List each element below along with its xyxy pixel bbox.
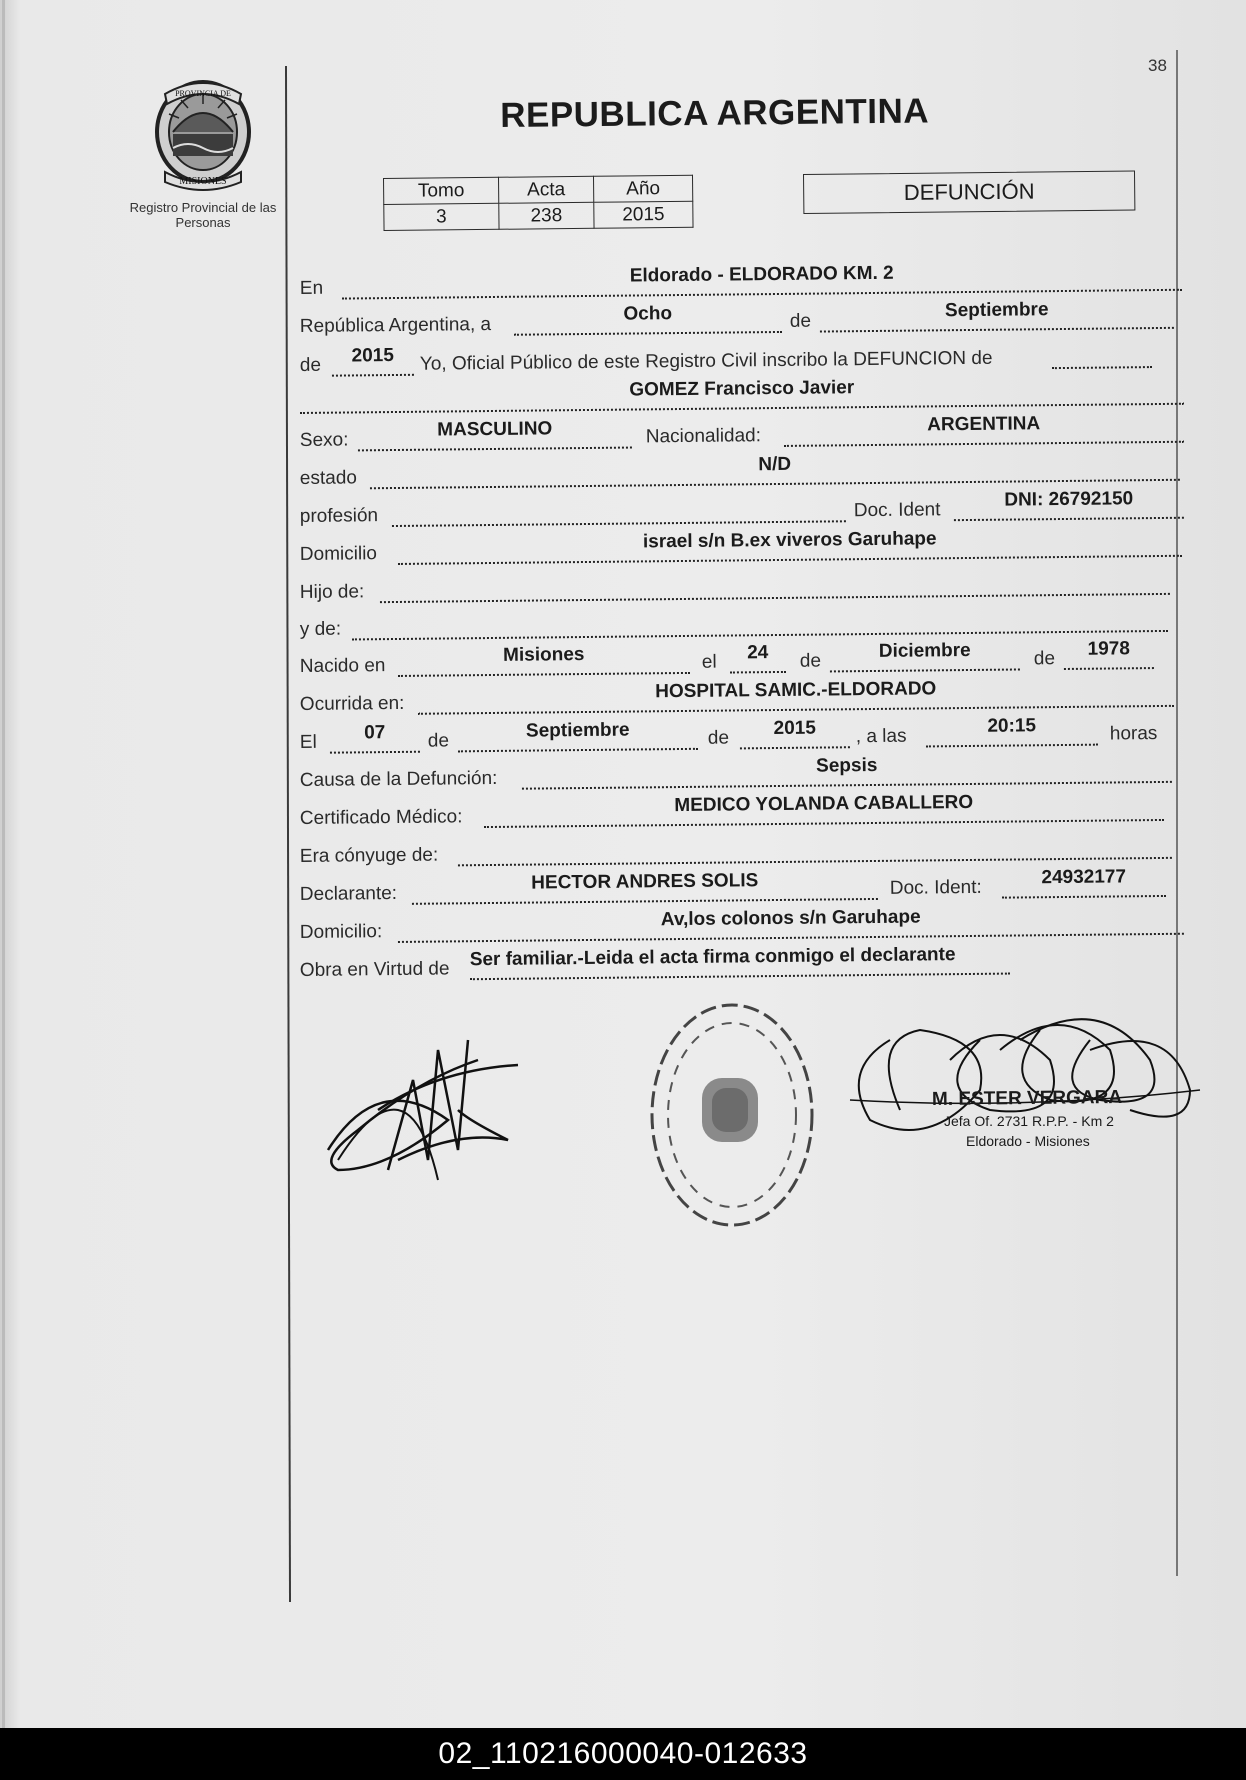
record-type-box: DEFUNCIÓN — [803, 171, 1135, 214]
row-nacido — [300, 637, 1190, 680]
row-fecha — [300, 297, 1190, 340]
label-sexo: Sexo: — [299, 429, 349, 452]
row-sexo — [300, 411, 1190, 454]
field-estado: N/D — [370, 453, 1180, 489]
field-def-hora: 20:15 — [926, 718, 1098, 748]
field-nac-dia: 24 — [730, 645, 786, 674]
image-filename-caption: 02_110216000040-012633 — [0, 1728, 1246, 1780]
declarante-signature — [318, 1010, 538, 1190]
header-acta: Acta — [498, 176, 593, 203]
logo-bottom-text: MISIONES — [179, 176, 227, 187]
logo-top-text: PROVINCIA DE — [175, 89, 231, 98]
field-blank-yo — [1052, 340, 1152, 369]
value-acta: 238 — [499, 202, 594, 229]
label-en: En — [299, 277, 324, 300]
label-hijo-de: Hijo de: — [299, 581, 365, 604]
value-tomo: 3 — [384, 203, 499, 230]
row-y-de — [300, 600, 1190, 643]
label-de-3: de — [799, 650, 822, 672]
label-domicilio: Domicilio — [299, 543, 378, 566]
field-causa: Sepsis — [522, 755, 1172, 790]
row-nombre — [300, 373, 1190, 416]
field-nac-anio: 1978 — [1064, 641, 1154, 670]
field-certificado: MEDICO YOLANDA CABALLERO — [484, 793, 1164, 828]
row-en — [300, 259, 1190, 302]
field-sexo: MASCULINO — [358, 421, 632, 452]
row-hijo — [300, 563, 1190, 606]
value-anio: 2015 — [594, 201, 693, 228]
official-name: M. ESTER VERGARA — [931, 1087, 1123, 1110]
record-table — [383, 175, 694, 231]
page-edge-line — [2, 0, 5, 1728]
field-lugar: Eldorado - ELDORADO KM. 2 — [342, 263, 1182, 300]
label-certificado: Certificado Médico: — [299, 806, 463, 830]
field-y-de — [352, 604, 1168, 641]
header-tomo: Tomo — [384, 177, 499, 204]
header-anio: Año — [593, 175, 692, 202]
label-nacido-en: Nacido en — [299, 655, 386, 678]
label-republica: República Argentina, a — [299, 313, 492, 338]
row-conyuge — [300, 827, 1190, 870]
field-dni: DNI: 26792150 — [954, 491, 1184, 521]
field-obra: Ser familiar.-Leida el acta firma conmigo el declarante — [470, 947, 1010, 981]
row-domicilio — [300, 525, 1190, 568]
field-dia: Ocho — [514, 305, 782, 336]
row-causa — [300, 751, 1190, 794]
label-de-4: de — [1033, 648, 1056, 670]
field-declarante: HECTOR ANDRES SOLIS — [412, 872, 878, 905]
row-ocurrida — [300, 675, 1190, 718]
row-declarante — [300, 865, 1190, 908]
label-ocurrida-en: Ocurrida en: — [299, 692, 405, 716]
field-declarante-doc: 24932177 — [1002, 869, 1166, 899]
field-def-mes: Septiembre — [458, 722, 698, 753]
label-y-de: y de: — [299, 618, 342, 641]
row-profesion — [300, 487, 1190, 530]
field-nacionalidad: ARGENTINA — [784, 415, 1184, 447]
field-declarante-domicilio: Av,los colonos s/n Garuhape — [398, 907, 1184, 943]
row-estado — [300, 449, 1190, 492]
label-horas: horas — [1109, 723, 1158, 745]
document-title: REPUBLICA ARGENTINA — [500, 91, 930, 135]
field-anio: 2015 — [332, 348, 414, 377]
field-ocurrida-en: HOSPITAL SAMIC.-ELDORADO — [418, 679, 1174, 715]
label-a-las: , a las — [855, 725, 907, 748]
field-nacido-en: Misiones — [398, 646, 690, 677]
page-number: 38 — [1148, 56, 1167, 75]
label-de-2: de — [299, 354, 322, 377]
label-el: el — [701, 651, 717, 673]
field-def-dia: 07 — [330, 725, 420, 754]
label-nacionalidad: Nacionalidad: — [645, 425, 762, 448]
label-profesion: profesión — [299, 505, 379, 528]
official-place: Eldorado - Misiones — [966, 1133, 1090, 1149]
field-mes: Septiembre — [820, 301, 1174, 333]
official-title: Jefa Of. 2731 R.P.P. - Km 2 — [944, 1113, 1114, 1129]
row-yo — [300, 336, 1190, 379]
registry-official-stamp — [640, 990, 830, 1240]
label-doc-ident-2: Doc. Ident: — [889, 876, 982, 899]
label-causa: Causa de la Defunción: — [299, 767, 498, 792]
field-domicilio: israel s/n B.ex viveros Garuhape — [398, 529, 1182, 565]
label-declarante: Declarante: — [299, 882, 398, 906]
label-conyuge: Era cónyuge de: — [299, 844, 439, 868]
label-el-cap: El — [299, 731, 317, 754]
field-conyuge — [458, 831, 1172, 866]
label-estado: estado — [299, 467, 358, 490]
label-obra: Obra en Virtud de — [299, 958, 450, 982]
row-certificado — [300, 789, 1190, 832]
label-de-6: de — [707, 727, 730, 749]
field-nac-mes: Diciembre — [830, 642, 1020, 672]
label-domicilio-2: Domicilio: — [299, 921, 383, 944]
province-coat-of-arms-logo — [143, 74, 263, 194]
left-margin-line — [285, 66, 291, 1602]
registry-name: Registro Provincial de las Personas — [129, 200, 277, 230]
field-hijo-de — [380, 567, 1170, 603]
row-domicilio-declarante — [300, 903, 1190, 946]
label-yo: Yo, Oficial Público de este Registro Civil inscribo la DEFUNCION de — [419, 347, 993, 375]
row-obra — [300, 941, 1190, 984]
field-profesion — [392, 494, 846, 527]
label-de-5: de — [427, 730, 450, 752]
row-fecha-defuncion — [300, 713, 1190, 756]
label-doc-ident: Doc. Ident — [853, 499, 941, 522]
field-nombre: GOMEZ Francisco Javier — [300, 377, 1184, 414]
label-de-1: de — [789, 310, 812, 332]
field-def-anio: 2015 — [740, 720, 850, 749]
